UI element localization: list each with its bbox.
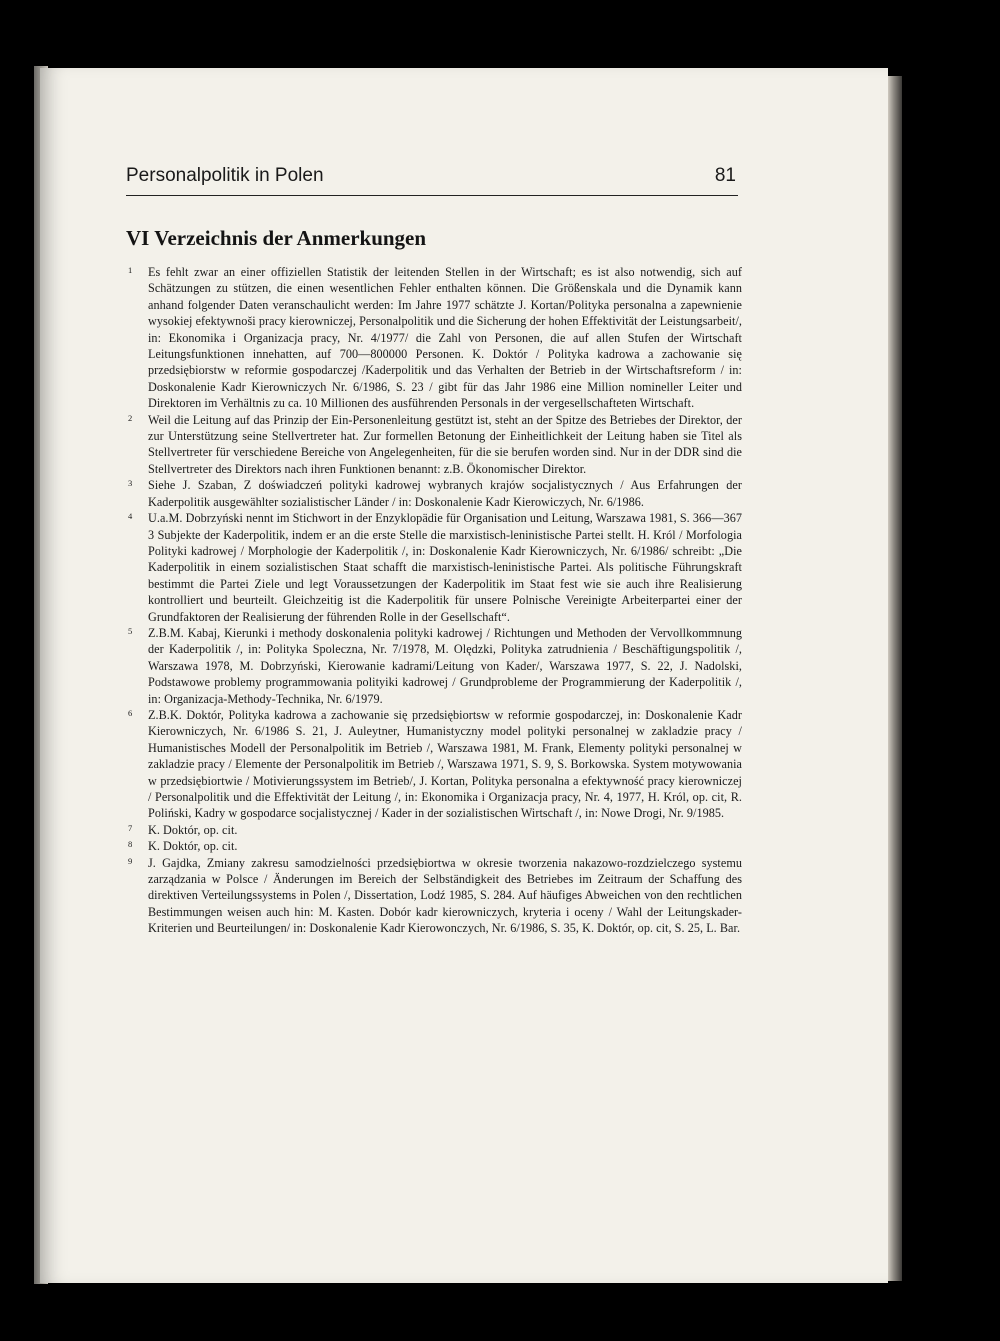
note-number: 2 — [128, 412, 133, 423]
note-number: 7 — [128, 822, 133, 833]
note-number: 5 — [128, 625, 133, 636]
note-text: K. Doktór, op. cit. — [148, 822, 238, 837]
note-7 — [126, 822, 742, 838]
note-text: J. Gajdka, Zmiany zakresu samodzielności przedsiębiortwa w okresie tworzenia nakazowo-rozdzielczego systemu zarządzania w Polsce / Änderungen im Bereich der Selbständigkeit des Betriebes im Zeitraum der Schaffung des direktiven Verteilungssystems in Polen /, Dissertation, Lodź 1985, S. 284. Auf häufiges Abweichen von den rechtlichen Bestimmungen weisen auch hin: M. Kasten. Dobór kadr kierowniczych, kryteria i oceny / Wahl der Leitungskader-Kriterien und Beurteilungen/ in: Doskonalenie Kadr Kierowonczych, Nr. 6/1986, S. 35, K. Doktór, op. cit, S. 25, L. Bar. — [148, 855, 742, 936]
note-text: Z.B.M. Kabaj, Kierunki i methody doskonalenia polityki kadrowej / Richtungen und Methoden der Vervollkommnung der Kaderpolitik /, in: Polityka Spoleczna, Nr. 7/1978, M. Olędzki, Polityka zatrudnienia / Beschäftigungspolitik /, Warszawa 1978, M. Dobrzyński, Kierowanie kadrami/Leitung von Kader/, Warszawa 1977, S. 22, J. Nadolski, Podstawowe problemy programmowania polityiki kadrowej / Grundprobleme der Programmierung der Kaderpolitik /, in: Organizacja-Methody-Technika, Nr. 6/1979. — [148, 625, 742, 706]
notes-list — [126, 264, 742, 937]
note-5 — [126, 625, 742, 707]
note-number: 4 — [128, 511, 133, 522]
note-3 — [126, 477, 742, 510]
running-header — [126, 165, 738, 196]
note-number: 9 — [128, 855, 133, 866]
note-text: K. Doktór, op. cit. — [148, 839, 238, 854]
note-number: 1 — [128, 265, 133, 275]
section-heading: VI Verzeichnis der Anmerkungen — [126, 226, 427, 250]
note-text: Es fehlt zwar an einer offiziellen Statistik der leitenden Stellen in der Wirtschaft; es ist also notwendig, sich auf Schätzungen zu stützen, die einen wesentlichen Fehler enthalten können. Die Größenskala und die Dynamik kann anhand folgender Daten veranschaulicht werden: Im Jahre 1977 schätzte J. Kortan/Polityka personalna a zapewnienie wysokiej efektywnoši pracy kierowniczej, Personalpolitik und die Sicherung der hohen Effektivität der Leistungsarbeit/, in: Ekonomika i Organizacja pracy, Nr. 4/1977/ die Zahl von Personen, die auf allen Stufen der Wirtschaft Leitungsfunktionen innehatten, auf 700—800000 Personen. K. Doktór / Polityka kadrowa a zachowanie się przedsiębiorstw w reformie gospodarczej /Kaderpolitik und das Verhalten der Betrieb in der Wirtschaftsreform / in: Doskonalenie Kadr Kierowniczych Nr. 6/1986, S. 23 / gibt für das Jahr 1986 eine Million nomineller Leiter und Direktoren im Verhältnis zu ca. 10 Millionen des ausführenden Personals in der vergesellschafteten Wirtschaft. — [148, 265, 742, 411]
note-2 — [126, 412, 742, 478]
note-text: Siehe J. Szaban, Z doświadczeń polityki kadrowej wybranych krajów socjalistycznych / Aus Erfahrungen der Kaderpolitik ausgewählter sozialistischer Länder / in: Doskonalenie Kadr Kierowiczych, Nr. 6/1986. — [148, 478, 742, 509]
note-text: U.a.M. Dobrzyński nennt im Stichwort in der Enzyklopädie für Organisation und Leitung, Warszawa 1981, S. 366—367 3 Subjekte der Kaderpolitik, indem er an die erste Stelle die marxistisch-leninistische Partei stellt. H. Król / Morfologia Polityki kadrowej / Morphologie der Kaderpolitik /, in: Doskonalenie Kadr Kierowniczych, Nr. 6/1986/ schreibt: „Die Kaderpolitik in einem sozialistischen Staat schafft die marxistisch-leninistische Partei. Als politische Führungskraft bestimmt die Partei Ziele und legt Voraussetzungen der Kaderpolitik im Staat fest wie sie auch ihre Realisierung kontrolliert und beurteilt. Gleichzeitig ist die Kaderpolitik für unsere Polnische Vereinigte Arbeiterpartei einer der Grundfaktoren der Realisierung der führenden Rolle in der Gesellschaft“. — [148, 511, 742, 624]
note-number: 3 — [128, 478, 133, 489]
note-8 — [126, 838, 742, 854]
note-1 — [126, 264, 742, 412]
note-text: Z.B.K. Doktór, Polityka kadrowa a zachowanie się przedsiębiortsw w reformie gospodarczej, in: Doskonalenie Kadr Kierowniczych, Nr. 6/1986 S. 21, J. Auleytner, Humanistyczny model polityki personalnej w zakladzie pracy / Humanistisches Modell der Personalpolitik im Betrieb /, Warszawa 1981, M. Frank, Elementy polityki personalnej w zakladzie pracy / Elemente der Personalpolitik im Betrieb /, Warszawa 1971, S. 9, S. Borkowska. System motywowania w przedsiębiortwie / Motivierungssystem im Betrieb/, J. Kortan, Polityka personalna a efektywność pracy kierowniczej / Personalpolitik und die Effektivität der Leitung /, in: Ekonomika i Organizacja pracy, Nr. 4, 1977, H. Król, op. cit, R. Poliński, Kadry w gospodarce socjalistycznej / Kader in der sozialistischen Wirtschaft /, in: Nowe Drogi, Nr. 9/1985. — [148, 707, 742, 821]
running-title: Personalpolitik in Polen — [126, 165, 324, 186]
note-6 — [126, 707, 742, 822]
note-text: Weil die Leitung auf das Prinzip der Ein-Personenleitung gestützt ist, steht an der Spitze des Betriebes der Direktor, der zur Unterstützung seine Stellvertreter hat. Zur formellen Betonung der Einheitlichkeit der Leitung haben sie Titel als Stellvertreter für verschiedene Bereiche von Angelegenheiten, für die sie berufen worden sind. Nur in der DDR sind die Stellvertreter des Direktors nach ihren Funktionen benannt: z.B. Ökonomischer Direktor. — [148, 412, 742, 476]
note-number: 8 — [128, 839, 133, 850]
page-edge-shadow — [888, 76, 902, 1281]
note-9 — [126, 855, 742, 937]
note-number: 6 — [128, 707, 133, 718]
page-number: 81 — [714, 165, 736, 186]
note-4 — [126, 510, 742, 625]
